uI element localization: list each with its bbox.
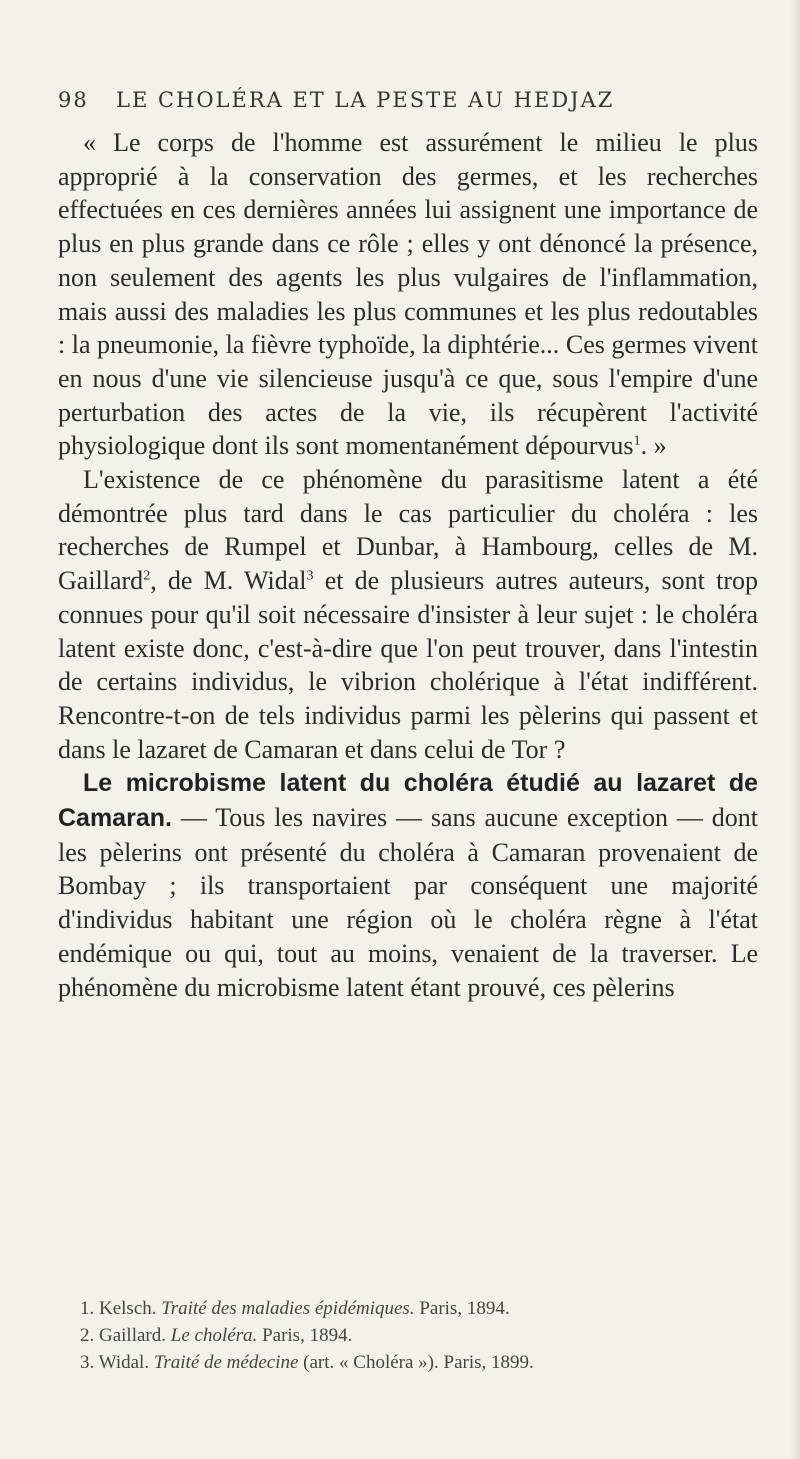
paragraph-2-part-c: et de plusieurs autres auteurs, sont trop connues pour qu'il soit nécessaire d'insister à leur sujet : le choléra latent existe donc, c'est-à-dire que l'on peut trouver, dans l'intestin de certains individus, le vibrion cholérique à l'état indifférent. Rencontre-t-on de tels individus parmi les pèlerins qui passent et dans le lazaret de Camaran et dans celui de Tor ?	[58, 566, 758, 764]
footnote-author: Widal.	[98, 1352, 150, 1373]
footnotes	[58, 1295, 758, 1376]
paragraph-camaran	[58, 766, 758, 1004]
footnote-title: Traité de médecine	[153, 1352, 299, 1373]
footnote-number: 1.	[80, 1298, 95, 1319]
paragraph-quote	[58, 126, 758, 463]
footnote-ref-1: 1	[633, 433, 641, 449]
paragraph-quote-end: . »	[640, 431, 667, 461]
footnote-3	[58, 1349, 758, 1376]
footnote-2	[58, 1322, 758, 1349]
footnote-ref-3: 3	[306, 568, 314, 584]
page-number: 98	[58, 88, 89, 112]
footnote-details: Paris, 1894.	[262, 1325, 353, 1346]
paragraph-2-part-b: , de M. Widal	[150, 566, 307, 596]
paragraph-latent-parasitism	[58, 463, 758, 766]
footnote-author: Gaillard.	[99, 1325, 167, 1346]
footnote-title: Le choléra.	[170, 1325, 258, 1346]
section-heading: Le microbisme latent du choléra étudié au lazaret de Camaran.	[58, 769, 758, 833]
footnote-number: 3.	[80, 1352, 95, 1373]
footnote-author: Kelsch.	[99, 1298, 157, 1319]
footnote-ref-2: 2	[143, 568, 151, 584]
paragraph-3-text: — Tous les navires — sans aucune exception — dont les pèlerins ont présenté du choléra à Camaran provenaient de Bombay ; ils transportaient par conséquent une majorité d'individus habitant une région où le choléra règne à l'état endémique ou qui, tout au moins, venaient de la traverser. Le phénomène du microbisme latent étant prouvé, ces pèlerins	[58, 803, 758, 1002]
footnote-1	[58, 1295, 758, 1322]
footnote-number: 2.	[80, 1325, 95, 1346]
paragraph-2-part-a: L'existence de ce phénomène du parasitisme latent a été démontrée plus tard dans le cas particulier du choléra : les recherches de Rumpel et Dunbar, à Hambourg, celles de M. Gaillard	[58, 465, 758, 596]
footnote-details: Paris, 1894.	[419, 1298, 510, 1319]
body-text	[58, 126, 758, 1004]
page-edge-shadow	[790, 0, 800, 1459]
running-title: LE CHOLÉRA ET LA PESTE AU HEDJAZ	[116, 88, 615, 112]
footnote-title: Traité des maladies épidémiques.	[161, 1298, 415, 1319]
paragraph-quote-text: « Le corps de l'homme est assurément le milieu le plus approprié à la conservation des germes, et les recherches effectuées en ces dernières années lui assignent une importance de plus en plus grande dans ce rôle ; elles y ont dénoncé la présence, non seulement des agents les plus vulgaires de l'inflammation, mais aussi des maladies les plus communes et les plus redoutables : la pneumonie, la fièvre typhoïde, la diphtérie... Ces germes vivent en nous d'une vie silencieuse jusqu'à ce que, sous l'empire d'une perturbation des actes de la vie, ils récupèrent l'activité physiologique dont ils sont momentanément dépourvus	[58, 128, 758, 461]
footnote-details: (art. « Choléra »). Paris, 1899.	[303, 1352, 534, 1373]
running-header	[58, 88, 748, 112]
